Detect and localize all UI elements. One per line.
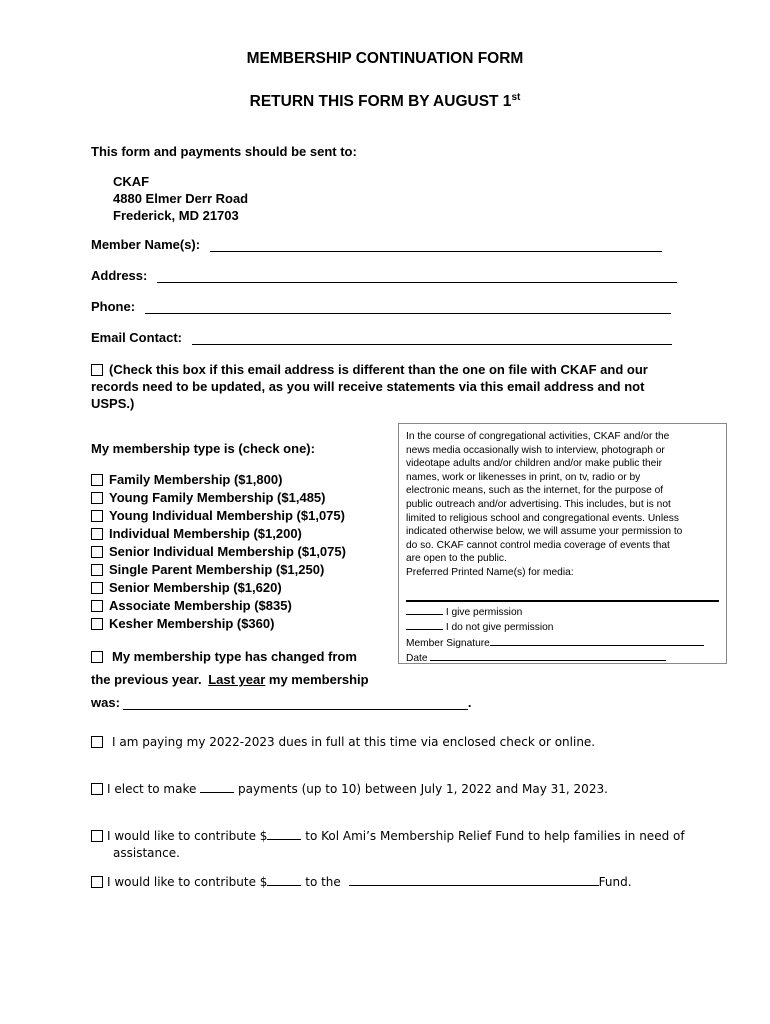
media-permission-box [398,423,727,664]
media-text-line: limited to religious school and congregational events. Unless [406,512,679,524]
membership-label: Associate Membership ($835) [109,598,292,613]
membership-changed-row [91,649,357,664]
relief-fund-checkbox[interactable] [91,830,103,842]
media-text-line: In the course of congregational activities, CKAF and/or the [406,431,670,442]
membership-checkbox[interactable] [91,600,103,612]
membership-type-list [91,471,346,633]
give-permission-blank[interactable] [406,604,443,615]
membership-option[interactable] [91,579,346,597]
date-line[interactable] [430,650,666,661]
pay-in-full-checkbox[interactable] [91,736,103,748]
installments-row [91,782,608,796]
was-label: was: [91,695,120,710]
relief-fund-label-pre: I would like to contribute $ [107,829,268,843]
form-title: MEMBERSHIP CONTINUATION FORM [246,50,524,67]
address-label: Address: [91,268,148,283]
membership-option[interactable] [91,597,346,615]
media-text-line: indicated otherwise below, we will assume your permission to [406,526,683,538]
other-fund-amount-blank[interactable] [267,875,301,886]
media-name-rule[interactable] [406,600,719,602]
member-name-line[interactable] [210,239,662,252]
media-text-line: news media occasionally wish to interview, photograph or [406,444,665,456]
membership-label: Young Family Membership ($1,485) [109,490,326,505]
phone-label: Phone: [91,299,136,314]
relief-fund-row [91,829,685,843]
relief-fund-amount-blank[interactable] [267,829,301,840]
email-update-row [91,362,648,377]
email-line[interactable] [192,332,672,345]
email-field[interactable] [91,330,672,345]
pay-in-full-row [91,735,595,749]
deny-permission-label: I do not give permission [445,622,554,634]
membership-checkbox[interactable] [91,528,103,540]
membership-option[interactable] [91,525,346,543]
membership-label: Kesher Membership ($360) [109,616,275,631]
media-text-line: do so. CKAF cannot control media coverage of events that [406,539,670,551]
installments-count-blank[interactable] [200,782,234,793]
other-fund-label-post: Fund. [598,875,632,889]
email-update-line1: (Check this box if this email address is different than the one on file with CKAF and our [109,362,648,377]
was-end: . [467,695,472,710]
membership-heading: My membership type is (check one): [91,441,315,456]
email-update-checkbox[interactable] [91,364,103,376]
installments-label-pre: I elect to make [107,782,197,796]
media-text-line: names, work or likenesses in print, on tv, radio or by [406,471,641,483]
org-city: Frederick, MD 21703 [113,208,239,223]
phone-line[interactable] [145,301,671,314]
other-fund-label-pre: I would like to contribute $ [107,875,268,889]
membership-label: Senior Individual Membership ($1,075) [109,544,346,559]
deny-permission-blank[interactable] [406,619,443,630]
phone-field[interactable] [91,299,671,314]
other-fund-label-mid: to the [305,875,341,889]
return-deadline-sup: st [511,92,521,103]
pay-in-full-label: I am paying my 2022-2023 dues in full at this time via enclosed check or online. [112,735,596,749]
membership-option[interactable] [91,507,346,525]
installments-label-post: payments (up to 10) between July 1, 2022 and May 31, 2023. [238,782,608,796]
membership-checkbox[interactable] [91,582,103,594]
media-preferred-name-label: Preferred Printed Name(s) for media: [406,566,574,578]
media-text-line: electronic means, such as the internet, for the purpose of [406,485,664,497]
date-row[interactable] [406,650,719,666]
return-deadline [0,92,770,111]
member-name-field[interactable] [91,237,662,252]
changed-line2-pre: the previous year. [91,672,202,687]
date-label: Date [406,653,428,665]
previous-membership-field[interactable] [91,695,472,710]
email-label: Email Contact: [91,330,183,345]
other-fund-row [91,875,632,889]
membership-checkbox[interactable] [91,546,103,558]
membership-label: Senior Membership ($1,620) [109,580,282,595]
org-name: CKAF [113,174,150,189]
deny-permission-row[interactable] [406,619,719,635]
membership-label: Family Membership ($1,800) [109,472,283,487]
membership-checkbox[interactable] [91,564,103,576]
membership-option[interactable] [91,543,346,561]
membership-option[interactable] [91,471,346,489]
previous-membership-line[interactable] [123,697,468,710]
email-update-line2: records need to be updated, as you will receive statements via this email address and not [91,379,645,394]
email-update-line3: USPS.) [91,396,135,411]
membership-label: Single Parent Membership ($1,250) [109,562,325,577]
org-street: 4880 Elmer Derr Road [113,191,249,206]
membership-checkbox[interactable] [91,492,103,504]
changed-line2-post: my membership [268,672,369,687]
return-deadline-text: RETURN THIS FORM BY AUGUST 1 [249,93,512,111]
membership-checkbox[interactable] [91,474,103,486]
membership-checkbox[interactable] [91,510,103,522]
other-fund-checkbox[interactable] [91,876,103,888]
media-text-line: public outreach and/or advertising. This includes, but is not [406,498,671,510]
relief-fund-line2: assistance. [113,846,180,860]
membership-changed-checkbox[interactable] [91,651,103,663]
membership-checkbox[interactable] [91,618,103,630]
relief-fund-label-post: to Kol Ami’s Membership Relief Fund to help families in need of [305,829,685,843]
media-text-line: are open to the public. [406,553,507,565]
membership-changed-line1: My membership type has changed from [112,649,357,664]
signature-row[interactable] [406,635,719,651]
membership-changed-line2 [91,672,369,687]
other-fund-name-blank[interactable] [349,875,599,886]
address-field[interactable] [91,268,677,283]
send-to-intro: This form and payments should be sent to: [91,144,357,159]
membership-label: Individual Membership ($1,200) [109,526,302,541]
membership-label: Young Individual Membership ($1,075) [109,508,345,523]
installments-checkbox[interactable] [91,783,103,795]
member-name-label: Member Name(s): [91,237,201,252]
media-text-line: videotape adults and/or children and/or make public their [406,458,662,470]
membership-option[interactable] [91,561,346,579]
signature-label: Member Signature [406,637,490,649]
give-permission-row[interactable] [406,604,719,620]
membership-option[interactable] [91,615,346,633]
signature-line[interactable] [490,635,704,646]
membership-option[interactable] [91,489,346,507]
address-line[interactable] [157,270,677,283]
changed-line2-last-year: Last year [208,672,266,687]
give-permission-label: I give permission [445,606,523,618]
